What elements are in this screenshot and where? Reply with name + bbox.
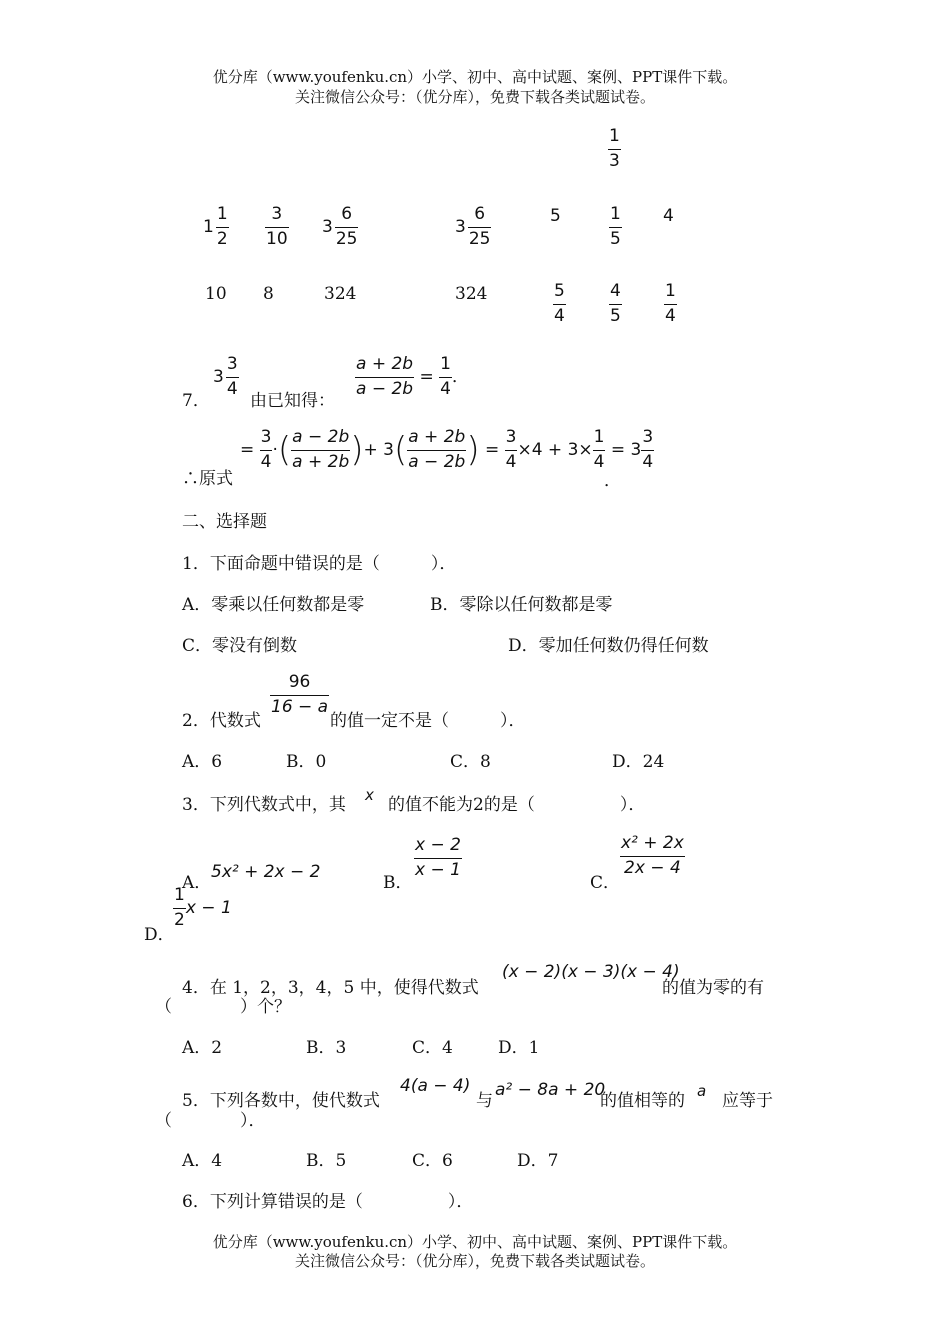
q2-option-b: B．0 (286, 752, 327, 772)
q3-a-label: A． (182, 873, 212, 893)
q1-option-d: D．零加任何数仍得任何数 (508, 636, 709, 656)
q1-option-a: A．零乘以任何数都是零 (182, 595, 365, 615)
answer-row2-g: $\frac{1}{4}$ (665, 281, 676, 326)
q3-c-fraction: $\frac{\text{x² + 2x}}{2x - 4}$ (621, 833, 684, 878)
answer-row1-a: 1 $\frac{1}{2}$ (203, 204, 228, 249)
q2-option-d: D．24 (612, 752, 665, 772)
footer-line-1: 优分库（www.youfenku.cn）小学、初中、高中试题、案例、PPT课件下载。 (212, 1233, 738, 1251)
q3-var: x (365, 786, 374, 804)
q2-suffix: 的值一定不是（ ）． (330, 711, 526, 731)
q3-b-label: B． (383, 873, 413, 893)
q5-option-a: A．4 (182, 1151, 223, 1171)
q2-fraction: $\frac{96}{16 - a}$ (271, 672, 329, 717)
q3-a-expr: 5x² + 2x − 2 (211, 862, 321, 882)
answer-row2-a: 10 (205, 284, 227, 304)
answer-row2-c: 324 (324, 284, 357, 304)
item7-expression: = $\frac{3}{4}$ ·( $\frac{a - 2b}{a + 2b}$ )+ 3( $\frac{a + 2b}{a - 2b}$ ) = $\frac{3}{4}$ ×4 + 3× $\frac{1}{4}$ = 3 $\frac{3}{4}$ (240, 427, 654, 472)
answer-row1-b: $\frac{3}{10}$ (266, 204, 288, 249)
q1-option-b: B．零除以任何数都是零 (430, 595, 613, 615)
item7-known-equation: $\frac{a + 2b}{a - 2b}$ = $\frac{1}{4}$ ． (356, 354, 469, 399)
q1-stem: 1．下面命题中错误的是（ ）． (182, 554, 457, 574)
header-line-2: 关注微信公众号：（优分库），免费下载各类试题试卷。 (294, 88, 655, 106)
answer-row2-d: 324 (455, 284, 488, 304)
q5-option-b: B．5 (306, 1151, 347, 1171)
q5-line2: （ ）． (155, 1111, 266, 1131)
answer-row1-f: $\frac{1}{5}$ (610, 204, 621, 249)
item7-mixed: 3 $\frac{3}{4}$ (213, 354, 238, 399)
item7-known-text: 由已知得： (250, 391, 335, 411)
answer-row2-f: $\frac{4}{5}$ (610, 281, 621, 326)
q5-prefix: 5．下列各数中，使代数式 (182, 1091, 380, 1111)
q3-b-fraction: $\frac{x - 2}{x - 1}$ (415, 835, 461, 880)
answer-row1-g: 4 (663, 206, 674, 226)
q4-suffix: 的值为零的有 (662, 978, 764, 998)
answer-row2-e: $\frac{5}{4}$ (554, 281, 565, 326)
answer-row1-d: 3 $\frac{6}{25}$ (455, 204, 491, 249)
header-line-1: 优分库（www.youfenku.cn）小学、初中、高中试题、案例、PPT课件下载。 (212, 68, 738, 86)
q3-prefix: 3．下列代数式中，其 (182, 795, 346, 815)
q1-option-c: C．零没有倒数 (182, 636, 298, 656)
footer-line-2: 关注微信公众号：（优分库），免费下载各类试题试卷。 (294, 1252, 655, 1270)
q5-suffix: 的值相等的 (600, 1091, 685, 1111)
q5-expr2: a² − 8a + 20 (495, 1080, 606, 1100)
answer-row1-e: 5 (550, 206, 561, 226)
item7-therefore: ∴原式 (182, 469, 233, 489)
q5-option-c: C．6 (412, 1151, 453, 1171)
q3-d-expr: $\frac{1}{2}$ x − 1 (174, 885, 232, 930)
answer-row2-b: 8 (263, 284, 274, 304)
q3-suffix: 的值不能为2的是（ ）． (388, 795, 646, 815)
q2-option-a: A．6 (182, 752, 223, 772)
q4-prefix: 4．在 1，2，3，4，5 中，使得代数式 (182, 978, 479, 998)
q4-option-b: B．3 (306, 1038, 347, 1058)
q3-d-label: D． (144, 925, 175, 945)
q5-option-d: D．7 (517, 1151, 559, 1171)
q5-mid: 与 (476, 1091, 493, 1111)
answer-row1-c: 3 $\frac{6}{25}$ (322, 204, 358, 249)
q3-c-label: C． (590, 873, 621, 893)
q4-option-a: A．2 (182, 1038, 223, 1058)
q5-expr1: 4(a − 4) (400, 1076, 471, 1096)
q2-prefix: 2．代数式 (182, 711, 261, 731)
q4-option-c: C．4 (412, 1038, 453, 1058)
q5-tail: 应等于 (722, 1091, 773, 1111)
q6-stem: 6．下列计算错误的是（ ）． (182, 1192, 474, 1212)
item7-number: 7． (182, 391, 210, 411)
item7-end: ． (604, 471, 621, 491)
answer-top-fraction: $\frac{1}{3}$ (609, 126, 620, 171)
section-title: 二、选择题 (182, 512, 267, 532)
q4-line2: （ ）个？ (155, 997, 291, 1017)
q4-expr: (x − 2)(x − 3)(x − 4) (502, 962, 680, 982)
q5-var: a (697, 1082, 707, 1100)
q2-option-c: C．8 (450, 752, 491, 772)
q4-option-d: D．1 (498, 1038, 540, 1058)
